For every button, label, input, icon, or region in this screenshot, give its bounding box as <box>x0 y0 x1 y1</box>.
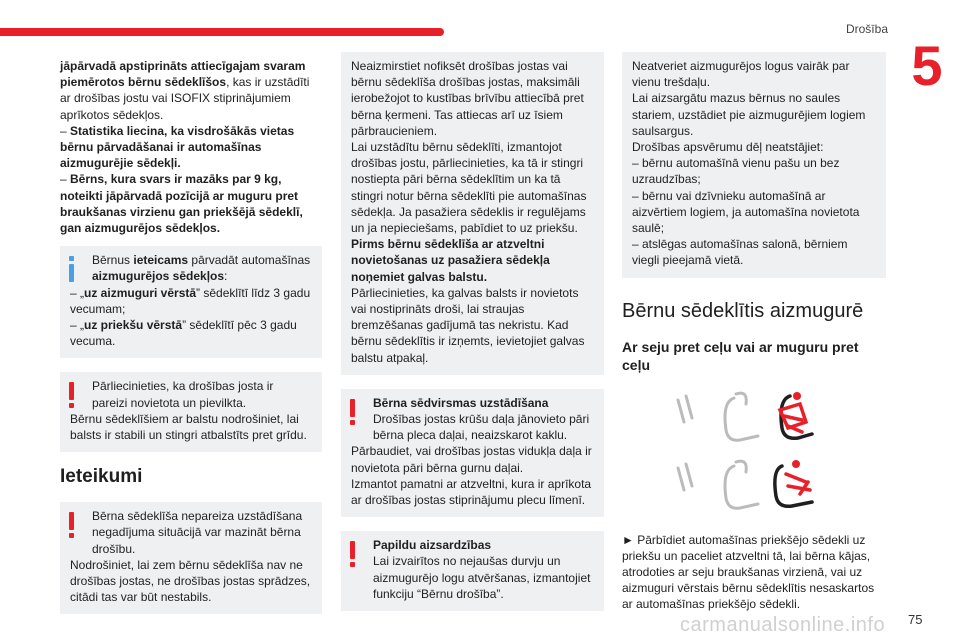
warning-icon <box>69 512 74 540</box>
intro-paragraph: jāpārvadā apstiprināts attiecīgajam svaram piemērotos bērnu sēdeklīšos, kas ir uzstādīti ar drošības jostu vai ISOFIX stiprinājumiem aprīkotos sēdekļos. <box>60 59 310 122</box>
warning-box-booster: Bērna sēdvirsmas uzstādīšana Drošības jostas krūšu daļa jānovieto pāri bērna pleca daļai, neaizskarot kaklu. Pārbaudiet, vai drošības jostas vidukļa daļa ir novietota pāri bērna gurnu daļai. Izmantot pamatni ar atzveltni, kura ir aprīkota ar drošības jostas stiprinājumu plecu līmenī. <box>341 389 604 517</box>
chapter-number: 5 <box>911 34 943 97</box>
heading-rear-child-seat: Bērnu sēdeklītis aizmugurē <box>622 299 864 322</box>
warning-icon <box>350 399 355 427</box>
info-box-recommendation: Bērnus ieteicams pārvadāt automašīnas aizmugurējos sēdekļos: – „uz aizmuguri vērstā” sēdeklītī līdz 3 gadu vecumam; – „uz priekšu vērstā” sēdeklītī pēc 3 gadu vecuma. <box>60 246 322 358</box>
warning-box-installation: Bērna sēdeklīša nepareiza uzstādīšana negadījuma situācijā var mazināt bērna drošību. Nodrošiniet, lai zem bērnu sēdeklīša nav ne drošības jostas, ne drošības jostas sprādzes, citādi tas var būt nestabils. <box>60 502 322 614</box>
bullet-under-9kg: – Bērns, kura svars ir mazāks par 9 kg, noteikti jāpārvadā pozīcijā ar muguru pret braukšanas virzienu gan priekšējā sēdeklī, gan aizmugurējos sēdekļos. <box>60 172 303 236</box>
column-2 <box>341 52 604 625</box>
heading-recommendations: Ieteikumi <box>60 466 143 488</box>
info-icon <box>69 256 74 284</box>
child-seat-illustration <box>662 390 926 522</box>
column-3 <box>622 52 886 613</box>
warning-box-seatbelt: Pārliecinieties, ka drošības josta ir pareizi novietota un pievilkta. Bērnu sēdeklīšiem ar balstu nodrošiniet, lai balsts ir stabili un stingri atbalstīts pret grīdu. <box>60 372 322 452</box>
note-box-windows: Neatveriet aizmugurējos logus vairāk par vienu trešdaļu. Lai aizsargātu mazus bērnus no saules stariem, uzstādiet pie aizmugurējiem logiem saulsargus. Drošības apsvērumu dēļ neatstājiet: – bērnu automašīnā vienu pašu un bez uzraudzības; – bērnu vai dzīvnieku automašīnā ar aizvērtiem logiem, ja automašīna novietota saulē; – atslēgas automašīnas salonā, bērniem viegli pieejamā vietā. <box>622 52 886 278</box>
page-number: 75 <box>908 612 923 627</box>
forward-facing-child-seat-icon <box>775 460 812 506</box>
bullet-statistics: – Statistika liecina, ka visdrošākās vietas bērnu pārvadāšanai ir automašīnas aizmugurējie sēdekļi. <box>60 123 295 171</box>
column-1 <box>60 58 322 628</box>
section-title: Drošība <box>845 22 888 36</box>
watermark: carmanualsonline.info <box>680 614 886 636</box>
rear-facing-child-seat-icon <box>780 392 812 438</box>
note-box-belts: Neaizmirstiet nofiksēt drošības jostas vai bērnu sēdeklīša drošības jostas, maksimāli ierobežojot to kustības brīvību attiecībā pret bērna ķermeni. Tas attiecas arī uz īsiem pārbraucieniem. Lai uzstādītu bērnu sēdeklīti, izmantojot drošības jostu, pārliecinieties, ka tā ir stingri nostiepta pāri bērna sēdeklītim un ka tā stingri notur bērna sēdeklīti pie automašīnas sēdekļa. Ja pasažiera sēdeklis ir regulējams un ja nepieciešams, pabīdiet to uz priekšu. Pirms bērnu sēdeklīša ar atzveltni novietošanas uz pasažiera sēdekļa noņemiet galvas balstu. Pārliecinieties, ka galvas balsts ir novietots vai nostiprināts droši, lai straujas bremzēšanas gadījumā tas nekristu. Kad bērnu sēdeklītis ir izņemts, ievietojiet galvas balstu atpakaļ. <box>341 52 604 375</box>
front-seat-icon <box>678 461 758 508</box>
instruction-move-front-seat: ► Pārbīdiet automašīnas priekšējo sēdekli uz priekšu un paceliet atzveltni tā, lai bērna kājas, atrodoties ar seju braukšanas virzienā, vai uz aizmuguri vērstais bērnu sēdeklītis nesaskartos ar automašīnas priekšējo sēdekli. <box>622 532 875 612</box>
warning-box-extra-protection: Papildu aizsardzības Lai izvairītos no nejaušas durvju un aizmugurējo logu atvēršanas, izmantojiet funkciju “Bērnu drošība”. <box>341 531 604 611</box>
subheading-orientation: Ar seju pret ceļu vai ar muguru pret ceļu <box>622 338 859 373</box>
front-seat-icon <box>678 393 758 440</box>
chapter-color-bar <box>0 28 444 36</box>
warning-icon <box>350 541 355 569</box>
warning-icon <box>69 382 74 410</box>
